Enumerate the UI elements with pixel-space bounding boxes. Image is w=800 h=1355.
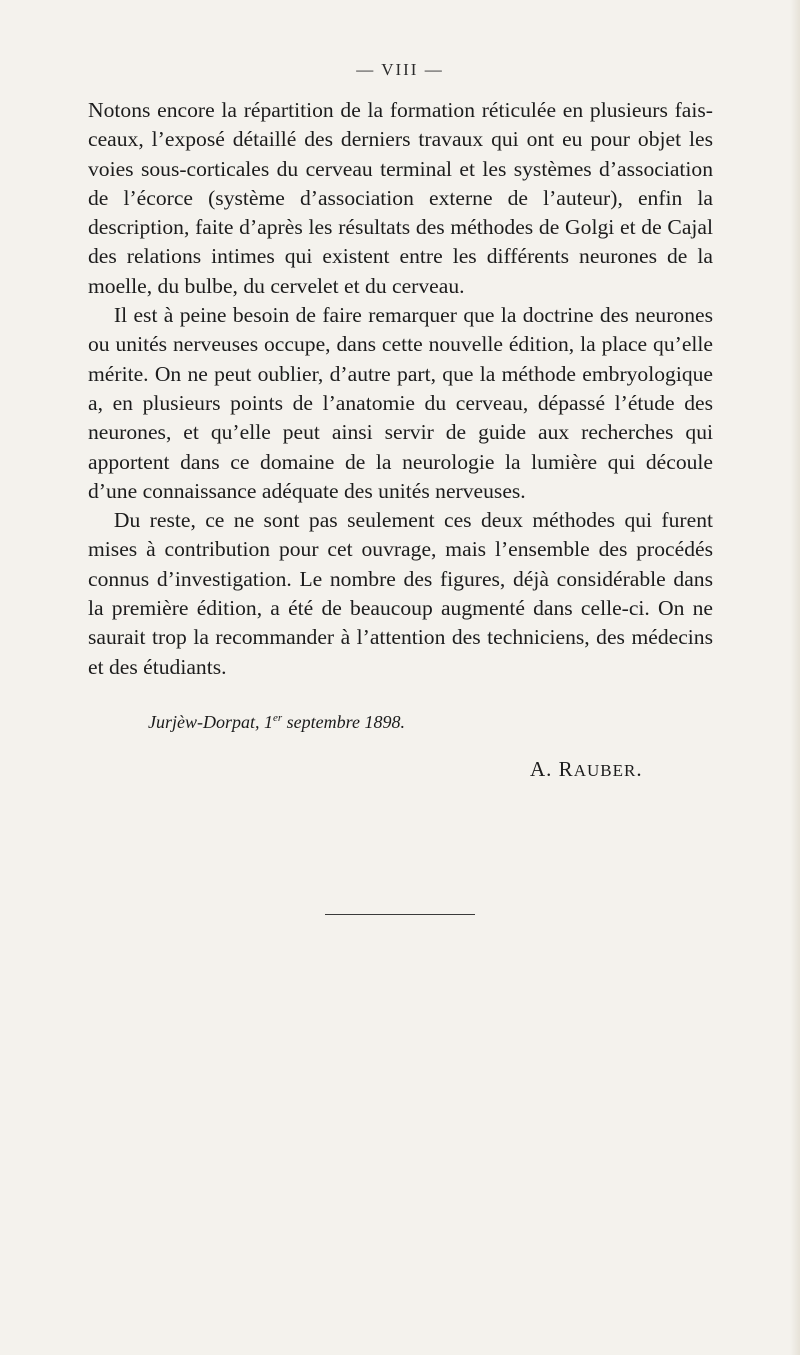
paragraph-3: Du reste, ce ne sont pas seulement ces deux méthodes qui furent mises à contribution pour cet ouvrage, mais l’ensemble des procédés connus d’investigation. Le nombre des figures, déjà considérable dans la première édition, a été de beaucoup augmenté dans celle-ci. On ne saurait trop la recommander à l’attention des techniciens, des médecins et des étudiants. [88,508,713,679]
dateline-day: 1 [264,712,273,732]
paragraph-1: Notons encore la répartition de la formation réticulée en plusieurs fais-ceaux, l’exposé détaillé des derniers travaux qui ont eu pour objet les voies sous-corticales du cerveau terminal et les systèmes d’association de l’écorce (système d’association externe de l’auteur), enfin la description, faite d’après les résultats des méthodes de Golgi et de Cajal des relations intimes qui existent entre les différents neurones de la moelle, du bulbe, du cervelet et du cerveau. [88,98,713,298]
signature-surname-rest: AUBER [573,761,637,780]
dateline-day-suffix: er [273,712,283,724]
signature-trailing: . [636,757,643,781]
signature [530,757,643,782]
paragraph-2: Il est à peine besoin de faire remarquer que la doctrine des neurones ou unités nerveuses occupe, dans cette nouvelle édition, la place qu’elle mérite. On ne peut oublier, d’autre part, que la méthode embryologique a, en plusieurs points de l’anatomie du cerveau, dépassé l’étude des neurones, et qu’elle peut ainsi servir de guide aux recherches qui apportent dans ce domaine de la neurologie la lumière qui découle d’une connaissance adéquate des unités nerveuses. [88,303,713,503]
signature-initial: A. [530,757,553,781]
signature-surname-initial: R [558,757,574,781]
dateline-month-year: septembre 1898. [286,712,405,732]
signature-surname [559,757,643,781]
dateline [148,712,405,733]
page-number: — VIII — [356,60,444,79]
dateline-place: Jurjèw-Dorpat, [148,712,260,732]
body-text [88,96,713,682]
page-edge [790,0,800,1355]
closing-rule [325,914,475,915]
